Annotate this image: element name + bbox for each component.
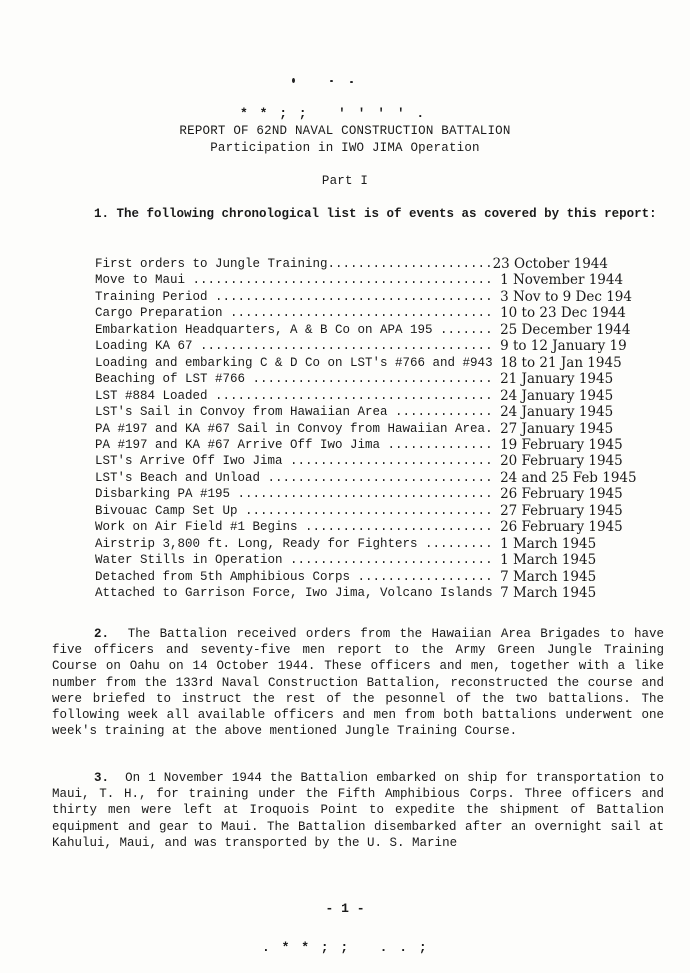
chronology-row <box>95 289 690 305</box>
chronology-date: 19 February 1945 <box>500 436 623 453</box>
chronology-row <box>95 355 690 371</box>
chronology-date: 7 March 1945 <box>500 568 597 585</box>
chronology-date: 24 and 25 Feb 1945 <box>500 469 637 486</box>
chronology-date: 24 January 1945 <box>500 387 614 404</box>
page-number: - 1 - <box>325 901 365 916</box>
paragraph-3-text: On 1 November 1944 the Battalion embarked on ship for transportation to Maui, T. H., for training under the Fifth Amphibious Corps. Three officers and thirty men were left at Iroquois Point to expedite the shipment of Battalion equipment and gear to Maui. The Battalion disembarked after an overnight sail at Kahului, Maui, and was transported by the U. S. Marine <box>52 771 664 850</box>
paragraph-2 <box>52 626 664 739</box>
chronology-event: Loading KA 67 ....................................... <box>95 339 501 354</box>
chronology-row <box>95 404 690 420</box>
chronology-event: LST's Arrive Off Iwo Jima ........................... <box>95 454 501 469</box>
chronology-date: 27 January 1945 <box>500 420 614 437</box>
chronology-row <box>95 470 690 486</box>
chronology-date: 1 November 1944 <box>500 272 624 289</box>
chronology-event: Work on Air Field #1 Begins ......................... <box>95 520 501 535</box>
chronology-event: LST's Sail in Convoy from Hawaiian Area ............. <box>95 405 501 420</box>
chronology-event: Attached to Garrison Force, Iwo Jima, Volcano Islands <box>95 586 501 601</box>
chronology-event: Bivouac Camp Set Up ................................. <box>95 503 501 518</box>
chronology-row <box>95 453 690 469</box>
chronology-row <box>95 305 690 321</box>
chronology-row <box>95 371 690 387</box>
chronology-event: LST #884 Loaded ..................................... <box>95 388 501 403</box>
scan-speck <box>330 80 333 82</box>
scan-marks-bottom: . * * ; ; . . ; <box>262 940 429 955</box>
chronology-row <box>95 569 690 585</box>
chronology-date: 10 to 23 Dec 1944 <box>500 305 626 322</box>
chronology-event: Cargo Preparation ................................... <box>95 306 501 321</box>
chronology-row <box>95 421 690 437</box>
scan-speck <box>292 78 295 83</box>
chronology-date: 24 January 1945 <box>500 404 614 421</box>
chronology-row <box>95 503 690 519</box>
chronology-row <box>95 388 690 404</box>
chronology-row <box>95 338 690 354</box>
scan-speck <box>350 81 353 83</box>
chronology-list <box>95 256 690 602</box>
chronology-date: 26 February 1945 <box>500 486 623 503</box>
chronology-row <box>95 519 690 535</box>
chronology-row <box>95 536 690 552</box>
paragraph-1 <box>52 206 664 222</box>
chronology-date: 3 Nov to 9 Dec 194 <box>500 288 632 305</box>
chronology-event: Move to Maui ........................................ <box>95 273 501 288</box>
paragraph-2-number: 2. <box>94 627 110 641</box>
chronology-row <box>95 322 690 338</box>
chronology-event: PA #197 and KA #67 Arrive Off Iwo Jima .............. <box>95 437 501 452</box>
chronology-event: PA #197 and KA #67 Sail in Convoy from Hawaiian Area. <box>95 421 501 436</box>
chronology-event: Beaching of LST #766 ................................ <box>95 372 501 387</box>
paragraph-3-number: 3. <box>94 771 110 785</box>
chronology-row <box>95 256 690 272</box>
chronology-date: 1 March 1945 <box>500 535 597 552</box>
chronology-event: Disbarking PA #195 .................................. <box>95 487 501 502</box>
scan-marks-top: * * ; ; ' ' ' ' . <box>240 106 427 121</box>
chronology-date: 26 February 1945 <box>500 519 623 536</box>
chronology-row <box>95 272 690 288</box>
chronology-event: Detached from 5th Amphibious Corps .................. <box>95 569 501 584</box>
chronology-row <box>95 552 690 568</box>
chronology-date: 20 February 1945 <box>500 453 623 470</box>
chronology-event: Water Stills in Operation ........................... <box>95 553 501 568</box>
chronology-event: Airstrip 3,800 ft. Long, Ready for Fighters ......... <box>95 536 501 551</box>
chronology-date: 18 to 21 Jan 1945 <box>500 354 622 371</box>
chronology-date: 25 December 1944 <box>500 321 631 338</box>
chronology-row <box>95 486 690 502</box>
chronology-date: 9 to 12 January 19 <box>500 338 627 355</box>
chronology-row <box>95 585 690 601</box>
report-subtitle: Participation in IWO JIMA Operation <box>210 141 480 155</box>
part-heading: Part I <box>321 174 369 188</box>
paragraph-1-text: 1. The following chronological list is of events as covered by this report: <box>94 207 657 221</box>
chronology-event: Embarkation Headquarters, A & B Co on APA 195 ....... <box>95 322 501 337</box>
chronology-event: Loading and embarking C & D Co on LST's #766 and #943 <box>95 355 501 370</box>
chronology-event: LST's Beach and Unload .............................. <box>95 470 501 485</box>
paragraph-3 <box>52 770 664 851</box>
chronology-row <box>95 437 690 453</box>
chronology-event: Training Period ..................................... <box>95 289 501 304</box>
chronology-date: 7 March 1945 <box>500 585 597 602</box>
chronology-date: 23 October 1944 <box>492 256 608 272</box>
chronology-date: 27 February 1945 <box>500 502 623 519</box>
paragraph-2-text: The Battalion received orders from the Hawaiian Area Brigades to have five officers and seventy-five men report to the Army Green Jungle Training Course on Oahu on 14 October 1944. These officers and men, together with a like number from the 133rd Naval Construction Battalion, reconstructed the course and were briefed to instruct the rest of the pesonnel of the two battalions. The following week all available officers and men from both battalions underwent one week's training at the above mentioned Jungle Training Course. <box>52 627 664 739</box>
chronology-date: 21 January 1945 <box>500 371 614 388</box>
report-title: REPORT OF 62ND NAVAL CONSTRUCTION BATTALION <box>179 124 511 138</box>
chronology-date: 1 March 1945 <box>500 552 597 569</box>
chronology-event: First orders to Jungle Training...................... <box>95 257 493 271</box>
